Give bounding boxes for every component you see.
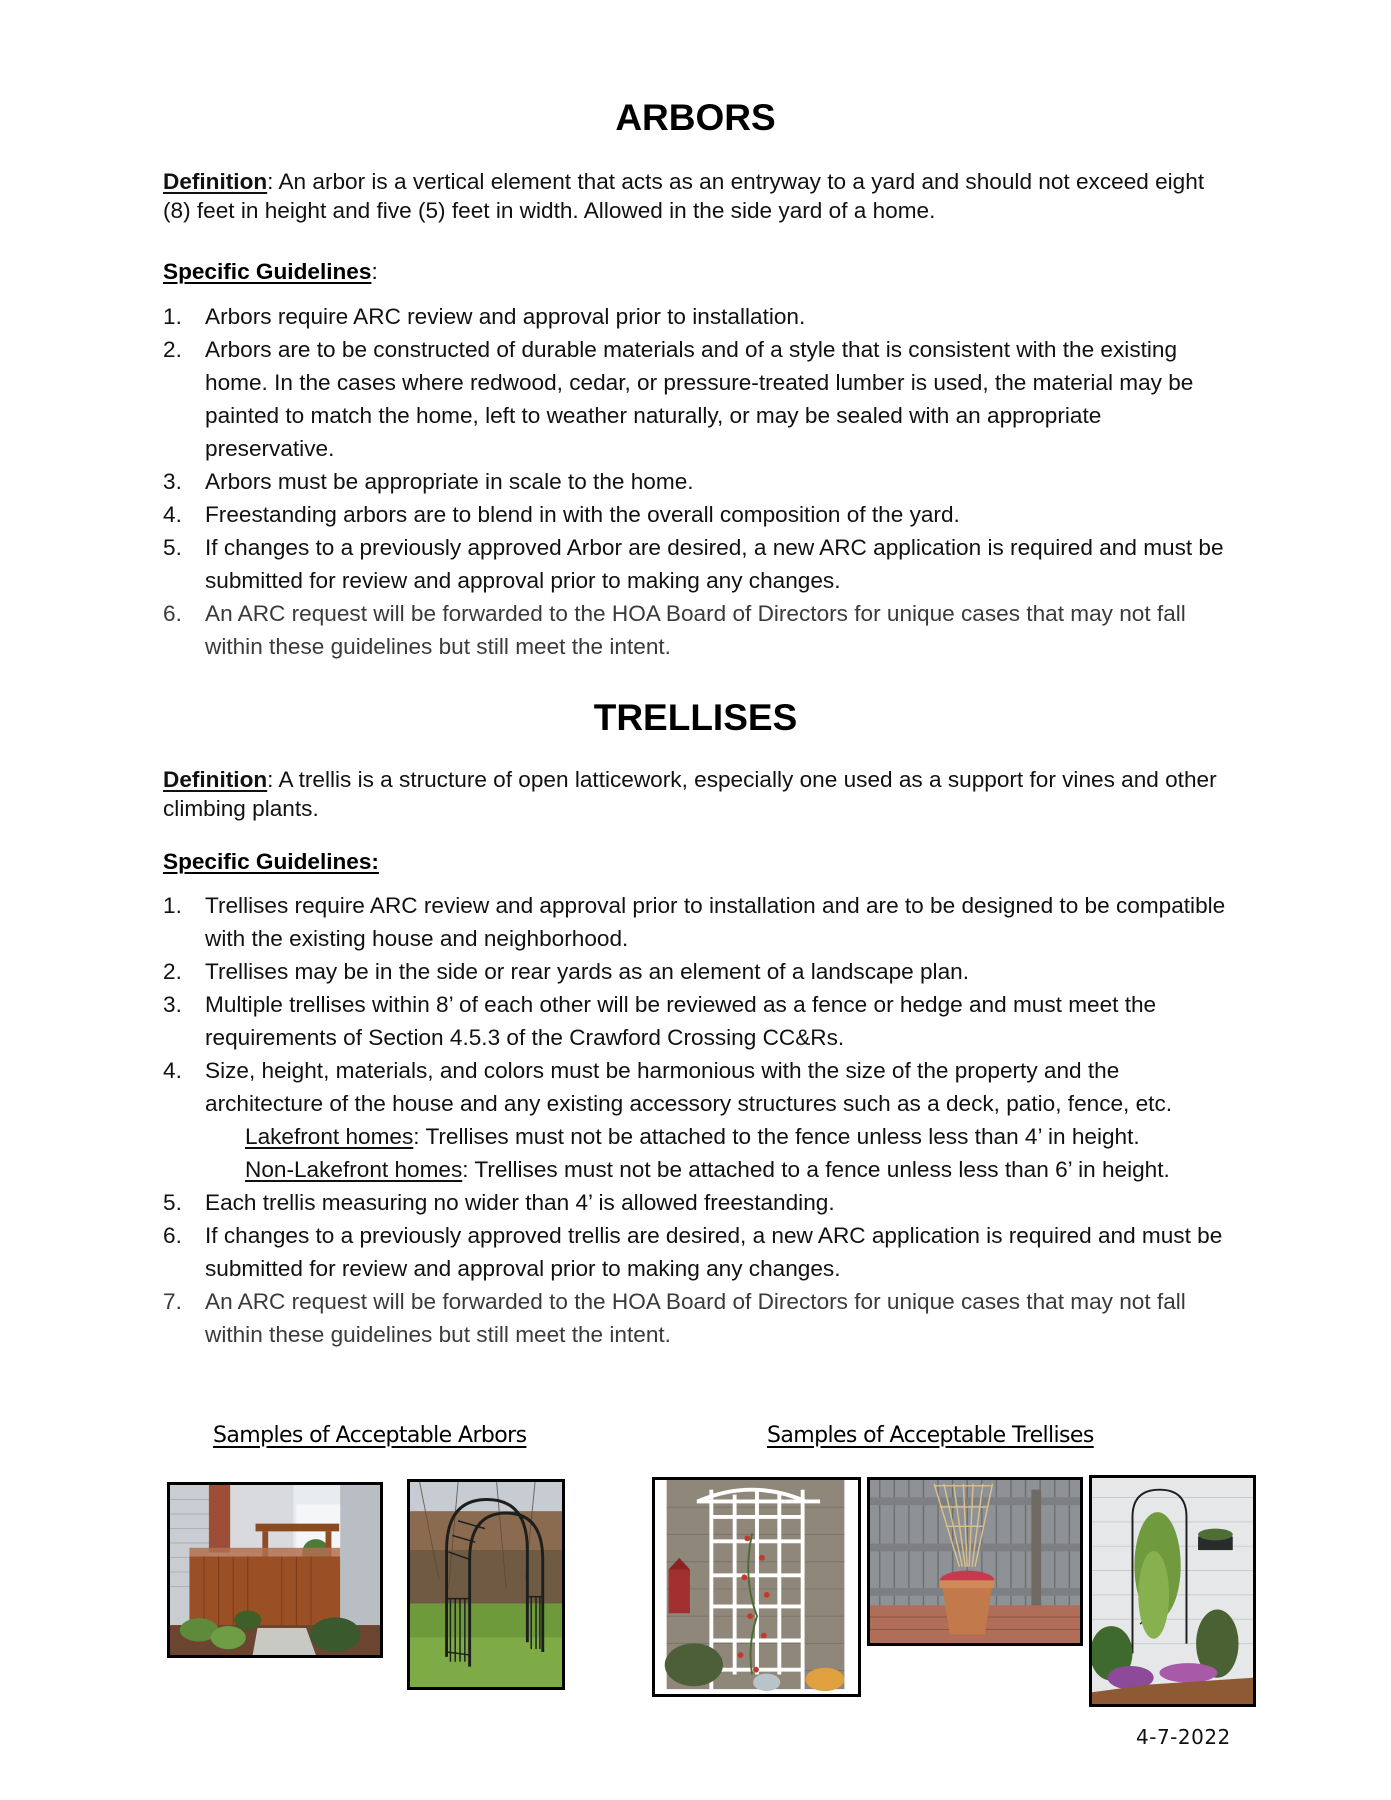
list-item: 6. An ARC request will be forwarded to the HOA Board of Directors for unique cases that may not fall within these guidelines but still meet the intent.	[163, 601, 1186, 659]
white-lattice-trellis-photo	[652, 1477, 861, 1697]
trellises-samples-title: Samples of Acceptable Trellises	[767, 1423, 1094, 1448]
arbors-definition	[163, 167, 1223, 225]
list-item: 5. If changes to a previously approved Arbor are desired, a new ARC application is required and must be submitted for review and approval prior to making any changes.	[163, 535, 1224, 593]
list-item: 6. If changes to a previously approved trellis are desired, a new ARC application is required and must be submitted for review and approval prior to making any changes.	[163, 1223, 1223, 1281]
list-item: 2. Arbors are to be constructed of durable materials and of a style that is consistent with the existing home. In the cases where redwood, cedar, or pressure-treated lumber is used, the material may be painted to match the home, left to weather naturally, or may be sealed with an appropriate preservative.	[163, 337, 1194, 461]
arbors-guidelines-heading: Specific Guidelines:	[163, 259, 378, 284]
wooden-pergola-gate-arbor-photo	[167, 1482, 383, 1658]
trellises-title: TRELLISES	[593, 697, 798, 738]
list-item: 4. Size, height, materials, and colors must be harmonious with the size of the property and the architecture of the house and any existing accessory structures such as a deck, patio, fence, etc. Lakefront homes: Trellises must not be attached to the fence unless less than 4’ in height. Non-Lakefront homes: Trellises must not be attached to a fence unless less than 6’ in height.	[163, 1054, 1238, 1186]
arbors-definition-label: Definition	[163, 169, 268, 194]
black-metal-arch-arbor-photo	[407, 1479, 565, 1690]
trellises-definition-label: Definition	[163, 767, 268, 792]
trellises-guidelines-label: Specific Guidelines:	[163, 849, 379, 874]
arbors-guidelines-list	[163, 300, 1233, 663]
metal-arch-trellis-with-vine-photo	[1089, 1475, 1256, 1707]
trellises-definition-text: : A trellis is a structure of open latticework, especially one used as a support for vines and other climbing plants.	[163, 767, 1217, 821]
arbors-title: ARBORS	[615, 97, 776, 138]
document-date: 4-7-2022	[1136, 1725, 1231, 1749]
list-item: 3. Multiple trellises within 8’ of each other will be reviewed as a fence or hedge and must meet the requirements of Section 4.5.3 of the Crawford Crossing CC&Rs.	[163, 992, 1157, 1050]
arbors-guidelines-label: Specific Guidelines	[163, 259, 372, 284]
lakefront-note: Lakefront homes: Trellises must not be attached to the fence unless less than 4’ in height.	[245, 1124, 1140, 1149]
list-item: 2. Trellises may be in the side or rear yards as an element of a landscape plan.	[163, 959, 969, 984]
list-item: 5. Each trellis measuring no wider than 4’ is allowed freestanding.	[163, 1190, 835, 1215]
list-item: 7. An ARC request will be forwarded to the HOA Board of Directors for unique cases that may not fall within these guidelines but still meet the intent.	[163, 1289, 1186, 1347]
trellises-definition	[163, 765, 1253, 823]
list-item: 4. Freestanding arbors are to blend in with the overall composition of the yard.	[163, 502, 960, 527]
arbors-samples-title: Samples of Acceptable Arbors	[213, 1423, 527, 1448]
list-item: 3. Arbors must be appropriate in scale to the home.	[163, 469, 694, 494]
list-item: 1. Trellises require ARC review and approval prior to installation and are to be designed to be compatible with the existing house and neighborhood.	[163, 893, 1226, 951]
non-lakefront-note: Non-Lakefront homes: Trellises must not be attached to a fence unless less than 6’ in height.	[245, 1157, 1170, 1182]
list-item: 1. Arbors require ARC review and approval prior to installation.	[163, 304, 806, 329]
arbors-definition-text: : An arbor is a vertical element that acts as an entryway to a yard and should not exceed eight (8) feet in height and five (5) feet in width. Allowed in the side yard of a home.	[163, 169, 1205, 223]
trellises-guidelines-list	[163, 889, 1238, 1351]
fan-trellis-in-pot-photo	[867, 1477, 1083, 1646]
trellises-guidelines-heading	[163, 847, 379, 876]
